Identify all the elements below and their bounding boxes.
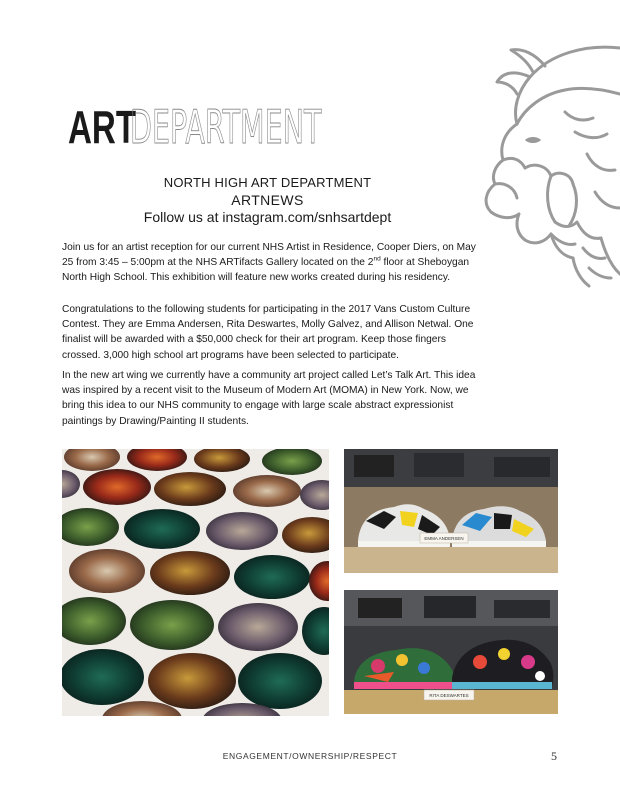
- page-number: 5: [551, 749, 557, 763]
- footer-tagline: ENGAGEMENT/OWNERSHIP/RESPECT: [222, 751, 398, 761]
- paragraph-artist-reception: [62, 240, 482, 286]
- shoe-label-emma: EMMA ANDERSEN: [424, 536, 464, 541]
- paragraph-vans-contest: Congratulations to the following students for participating in the 2017 Vans Custom Culture Contest. They are Emma Andersen, Rita Deswartes, Molly Galvez, and Allison Netwal. One finalist will be awarded with a $50,000 check for their art program. Keep those fingers crossed. 3,000 high school art programs have been selected to participate.: [62, 304, 474, 361]
- paragraph-lets-talk-art: In the new art wing we currently have a community art project called Let’s Talk Art. This idea was inspired by a recent visit to the Museum of Modern Art (MOMA) in New York. Now, we bring this idea to our NHS community to engage with large scale abstract expressionist paintings by Drawing/Painting II students.: [62, 370, 476, 427]
- paragraph-artist-reception-part1: Join us for an artist reception for our current NHS Artist in Residence, Cooper Diers, on May 25 from 3:45 – 5:00pm at the NHS ARTifacts Gallery located on the 2: [62, 242, 476, 269]
- department-title: [68, 100, 322, 154]
- shoe-label-rita: RITA DESWARTES: [429, 693, 469, 698]
- paragraph-artist-reception-part2: floor at Sheboygan North High School. This exhibition will feature new works created during his residency.: [62, 257, 470, 284]
- intro-newsletter-name: ARTNEWS: [231, 192, 304, 208]
- vans-shoes-emma-illustration: [344, 449, 558, 573]
- title-art: ART: [68, 101, 137, 153]
- ordinal-superscript: nd: [373, 255, 381, 263]
- photo-abstract-paintings: [62, 449, 329, 716]
- vans-shoes-rita-illustration: [344, 590, 558, 714]
- abstract-paintings-illustration: [62, 449, 329, 716]
- photo-vans-shoes-emma: [344, 449, 558, 573]
- photo-vans-shoes-rita: [344, 590, 558, 714]
- intro-department-line: NORTH HIGH ART DEPARTMENT: [163, 175, 372, 190]
- title-department: DEPARTMENT: [130, 100, 322, 154]
- intro-instagram-line: Follow us at instagram.com/snhsartdept: [143, 209, 392, 225]
